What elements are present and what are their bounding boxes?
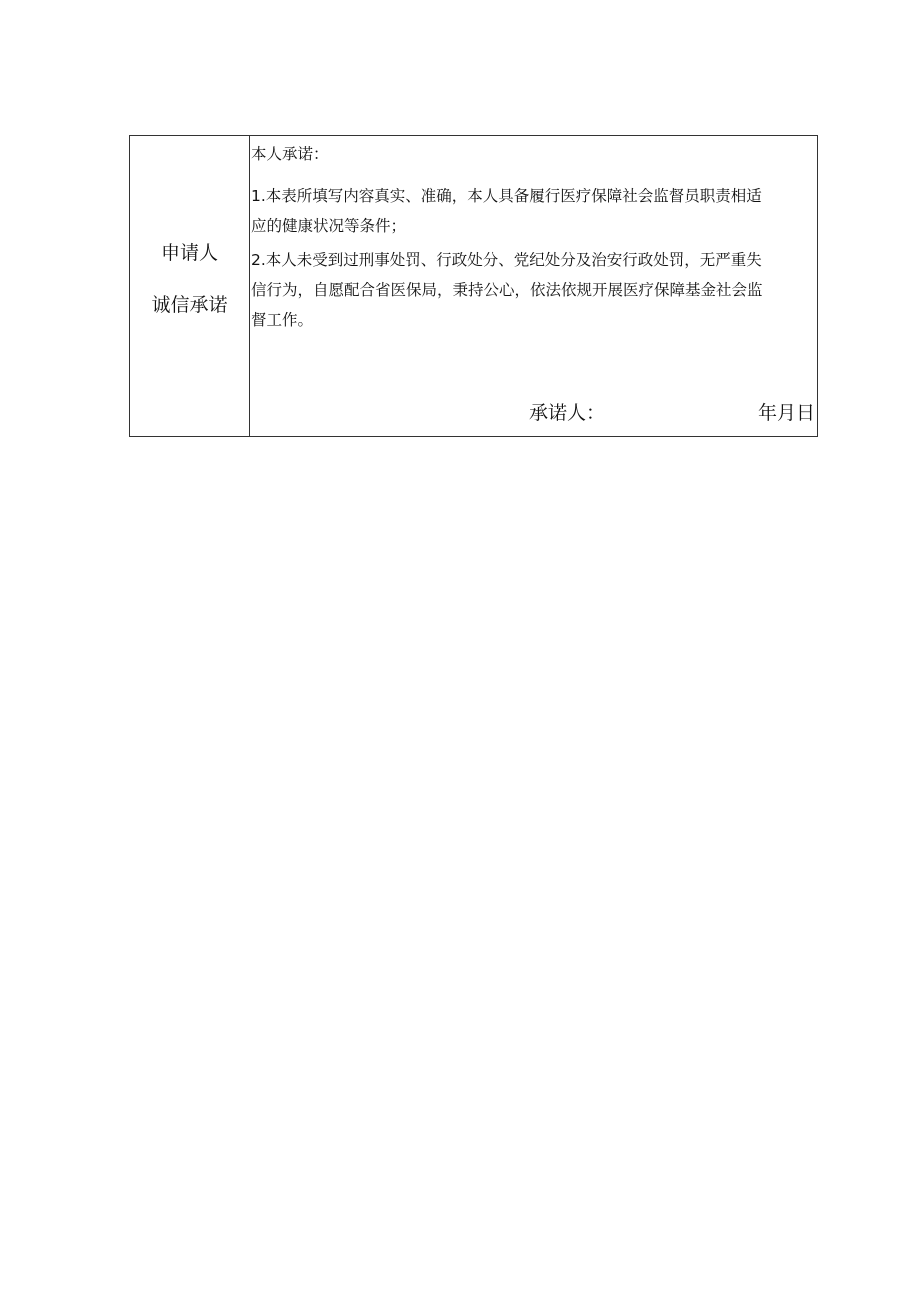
pledge-table [129,135,818,437]
clause-2-line-3: 督工作。 [251,311,314,329]
clause-1-line-1: 1.本表所填写内容真实、准确，本人具备履行医疗保障社会监督员职责相适 [251,187,762,205]
pledge-content-cell [250,136,817,436]
date-label: 年月日 [757,402,815,424]
pledge-intro: 本人承诺： [251,145,329,163]
signer-label: 承诺人： [529,402,606,424]
signature-row [250,400,817,426]
label-integrity-pledge: 诚信承诺 [151,294,228,316]
label-applicant: 申请人 [160,242,218,264]
clause-2-line-2: 信行为，自愿配合省医保局，秉持公心，依法依规开展医疗保障基金社会监 [251,281,763,299]
clause-1-line-2: 应的健康状况等条件； [251,217,407,235]
label-cell [130,136,250,436]
clause-2-line-1: 2.本人未受到过刑事处罚、行政处分、党纪处分及治安行政处罚，无严重失 [251,251,762,269]
pledge-clause-2 [251,245,817,335]
pledge-clause-1 [251,181,817,241]
